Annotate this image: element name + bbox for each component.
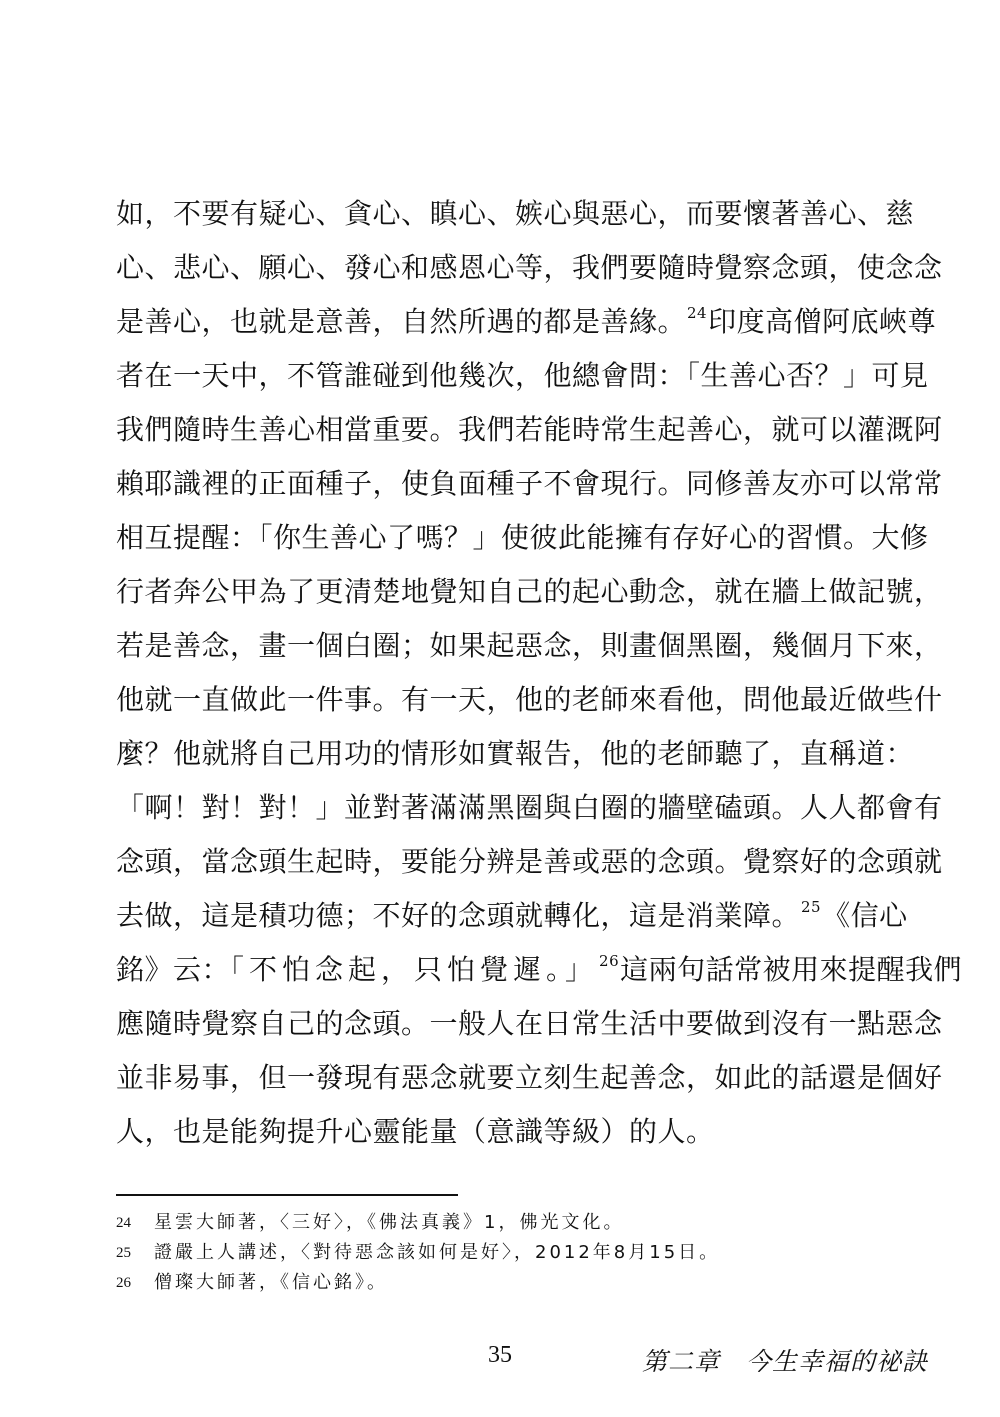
footnote-number: 24 (116, 1215, 131, 1231)
body-line: 賴耶識裡的正面種子，使負面種子不會現行。同修善友亦可以常常 (116, 467, 943, 500)
footnote-item (116, 1268, 876, 1298)
body-line: 我們隨時生善心相當重要。我們若能時常生起善心，就可以灌溉阿 (116, 413, 943, 446)
page-number: 35 (488, 1342, 512, 1368)
body-line: 「啊！對！對！」並對著滿滿黑圈與白圈的牆壁磕頭。人人都會有 (116, 791, 943, 824)
footnote-text: 僧璨大師著，《信心銘》。 (154, 1272, 388, 1293)
body-line: 行者奔公甲為了更清楚地覺知自己的起心動念，就在牆上做記號， (116, 575, 943, 608)
chapter-title: 第二章 今生幸福的祕訣 (641, 1347, 928, 1376)
body-line: 如，不要有疑心、貪心、瞋心、嫉心與惡心，而要懷著善心、慈 (116, 197, 915, 230)
body-line: 銘》云：「不怕念起，只怕覺遲。」$^{26}$這兩句話常被用來提醒我們 (116, 952, 963, 986)
footnote-ref[interactable]: 25 (801, 898, 822, 916)
footnote-text: 證嚴上人講述，〈對待惡念該如何是好〉，2012年8月15日。 (154, 1242, 721, 1263)
footnote-ref[interactable]: 24 (687, 304, 708, 322)
body-line: 應隨時覺察自己的念頭。一般人在日常生活中要做到沒有一點惡念 (116, 1007, 943, 1040)
footnote-ref[interactable]: 26 (599, 952, 620, 970)
footnote-number: 26 (116, 1275, 131, 1291)
body-text (116, 187, 963, 1159)
body-line: 者在一天中，不管誰碰到他幾次，他總會問：「生善心否？」可見 (116, 359, 929, 392)
footnotes (116, 1208, 876, 1298)
footnote-item (116, 1208, 876, 1238)
footnote-divider (116, 1194, 458, 1196)
body-line: 他就一直做此一件事。有一天，他的老師來看他，問他最近做些什 (116, 683, 943, 716)
footnote-number: 25 (116, 1245, 131, 1261)
body-line: 並非易事，但一發現有惡念就要立刻生起善念，如此的話還是個好 (116, 1061, 943, 1094)
body-line: 念頭，當念頭生起時，要能分辨是善或惡的念頭。覺察好的念頭就 (116, 845, 943, 878)
footnote-item (116, 1238, 876, 1268)
quoted-verse: 「不怕念起，只怕覺遲。」 (230, 953, 599, 986)
body-line: 人，也是能夠提升心靈能量（意識等級）的人。 (116, 1115, 715, 1148)
body-line: 相互提醒：「你生善心了嗎？」使彼此能擁有存好心的習慣。大修 (116, 521, 929, 554)
body-line: 若是善念，畫一個白圈；如果起惡念，則畫個黑圈，幾個月下來， (116, 629, 943, 662)
body-line: 去做，這是積功德；不好的念頭就轉化，這是消業障。$^{25}$《信心 (116, 898, 908, 932)
body-line: 心、悲心、願心、發心和感恩心等，我們要隨時覺察念頭，使念念 (116, 251, 943, 284)
body-line: 是善心，也就是意善，自然所遇的都是善緣。$^{24}$印度高僧阿底峽尊 (116, 304, 937, 338)
footnote-text: 星雲大師著，〈三好〉，《佛法真義》1，佛光文化。 (154, 1212, 625, 1233)
body-line: 麼？他就將自己用功的情形如實報告，他的老師聽了，直稱道： (116, 737, 915, 770)
